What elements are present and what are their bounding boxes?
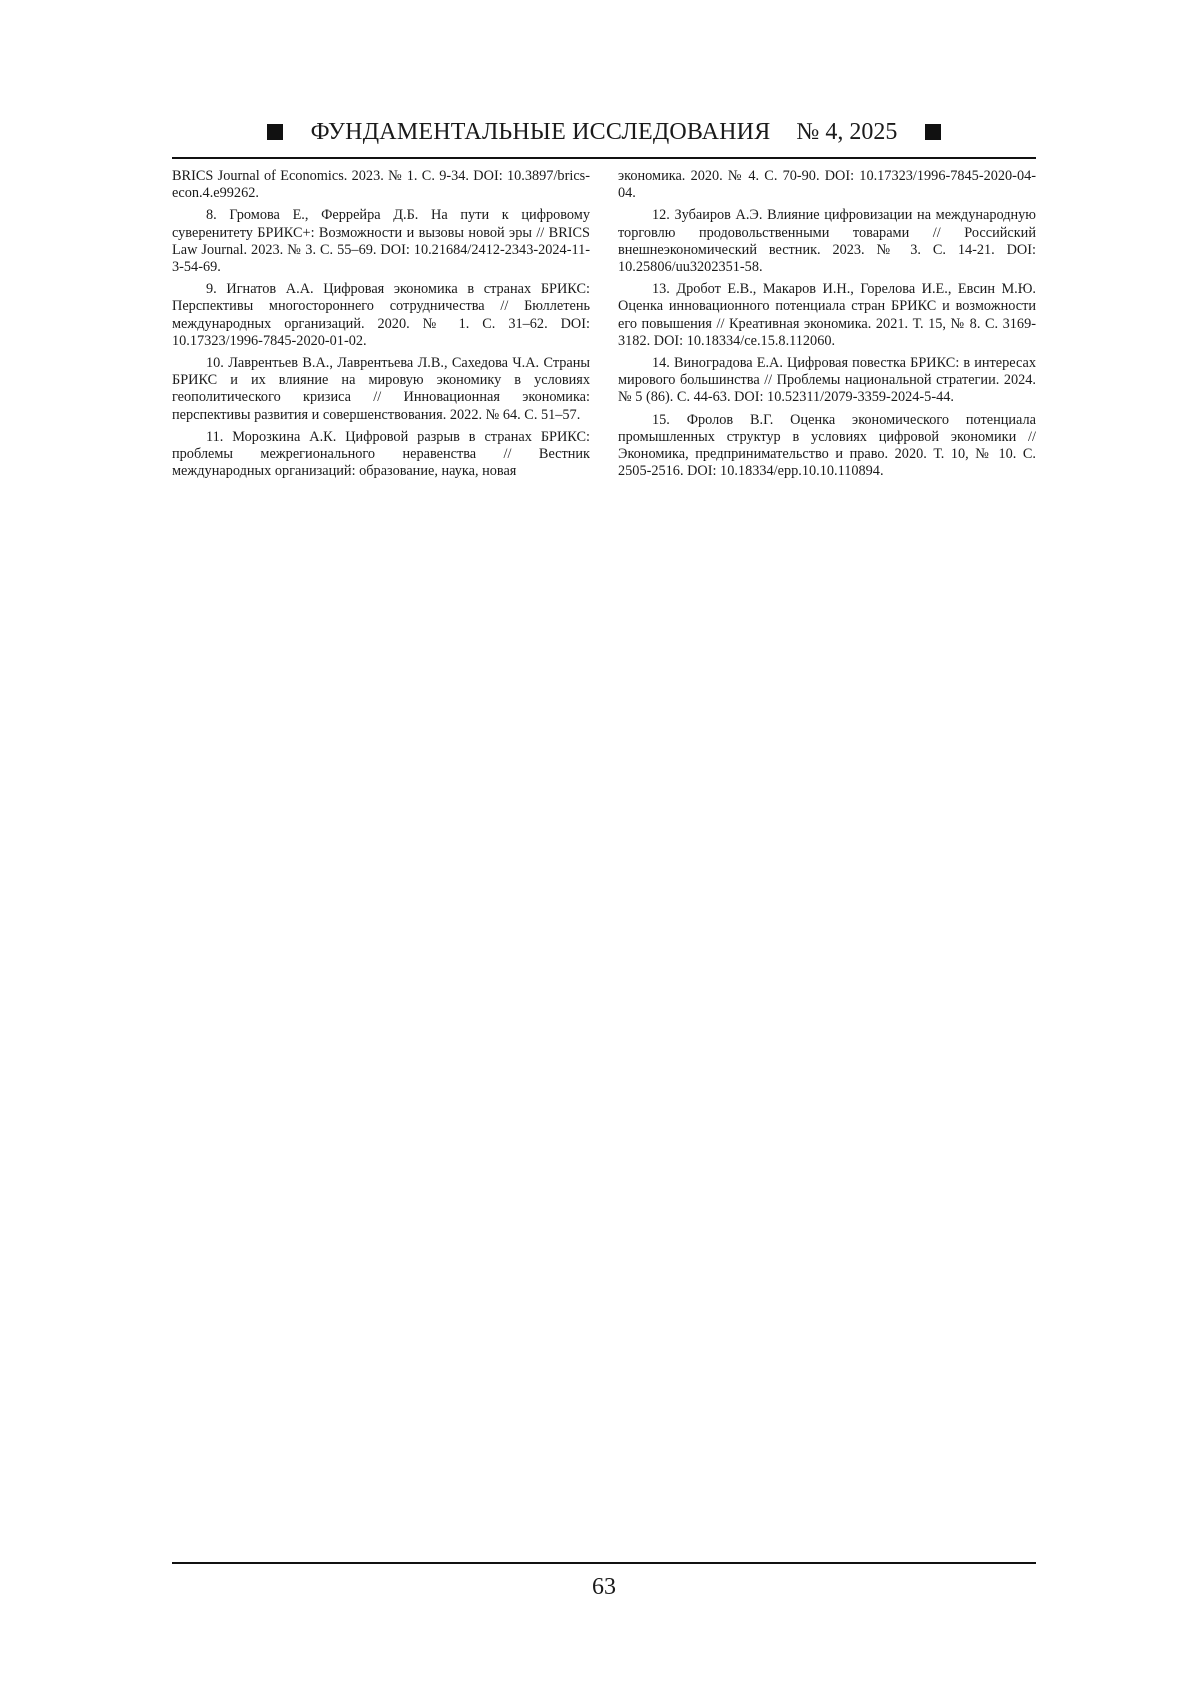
reference-item: BRICS Journal of Economics. 2023. № 1. С. 9-34. DOI: 10.3897/brics-econ.4.e99262. [172,168,590,202]
journal-title: ФУНДАМЕНТАЛЬНЫЕ ИССЛЕДОВАНИЯ [310,118,771,145]
reference-column-right [618,168,1036,485]
reference-list [172,168,1036,485]
running-header [172,108,1036,156]
reference-item: 14. Виноградова Е.А. Цифровая повестка БРИКС: в интересах мирового большинства // Проблемы национальной стратегии. 2024. № 5 (86). С. 44-63. DOI: 10.52311/2079-3359-2024-5-44. [618,355,1036,406]
header-square-right-icon [925,124,941,140]
footer-rule [172,1562,1036,1564]
reference-item: 10. Лаврентьев В.А., Лаврентьева Л.В., Сахедова Ч.А. Страны БРИКС и их влияние на мировую экономику в условиях геополитического кризиса // Инновационная экономика: перспективы развития и совершенствования. 2022. № 64. С. 51–57. [172,355,590,423]
reference-item: 15. Фролов В.Г. Оценка экономического потенциала промышленных структур в условиях цифровой экономики // Экономика, предпринимательство и право. 2020. Т. 10, № 10. С. 2505-2516. DOI: 10.18334/epp.10.10.110894. [618,411,1036,480]
reference-item: 13. Дробот Е.В., Макаров И.Н., Горелова И.Е., Евсин М.Ю. Оценка инновационного потенциала стран БРИКС и возможности его повышения // Креативная экономика. 2021. Т. 15, № 8. С. 3169-3182. DOI: 10.18334/ce.15.8.112060. [618,281,1036,349]
issue-number: № 4, 2025 [796,118,898,145]
reference-item: 9. Игнатов А.А. Цифровая экономика в странах БРИКС: Перспективы многостороннего сотрудничества // Бюллетень международных организаций. 2020. № 1. С. 31–62. DOI: 10.17323/1996-7845-2020-01-02. [172,281,590,349]
reference-item: 11. Морозкина А.К. Цифровой разрыв в странах БРИКС: проблемы межрегионального неравенства // Вестник международных организаций: образование, наука, новая [172,428,590,480]
page-number: 63 [592,1574,616,1600]
reference-item: 12. Зубаиров А.Э. Влияние цифровизации на международную торговлю продовольственными товарами // Российский внешнеэкономический вестник. 2023. № 3. С. 14-21. DOI: 10.25806/uu3202351-58. [618,207,1036,276]
header-rule [172,157,1036,159]
header-square-left-icon [267,124,283,140]
reference-item: 8. Громова Е., Феррейра Д.Б. На пути к цифровому суверенитету БРИКС+: Возможности и вызовы новой эры // BRICS Law Journal. 2023. № 3. С. 55–69. DOI: 10.21684/2412-2343-2024-11-3-54-69. [172,207,590,276]
reference-column-left [172,168,590,485]
reference-item: экономика. 2020. № 4. С. 70-90. DOI: 10.17323/1996-7845-2020-04-04. [618,168,1036,202]
